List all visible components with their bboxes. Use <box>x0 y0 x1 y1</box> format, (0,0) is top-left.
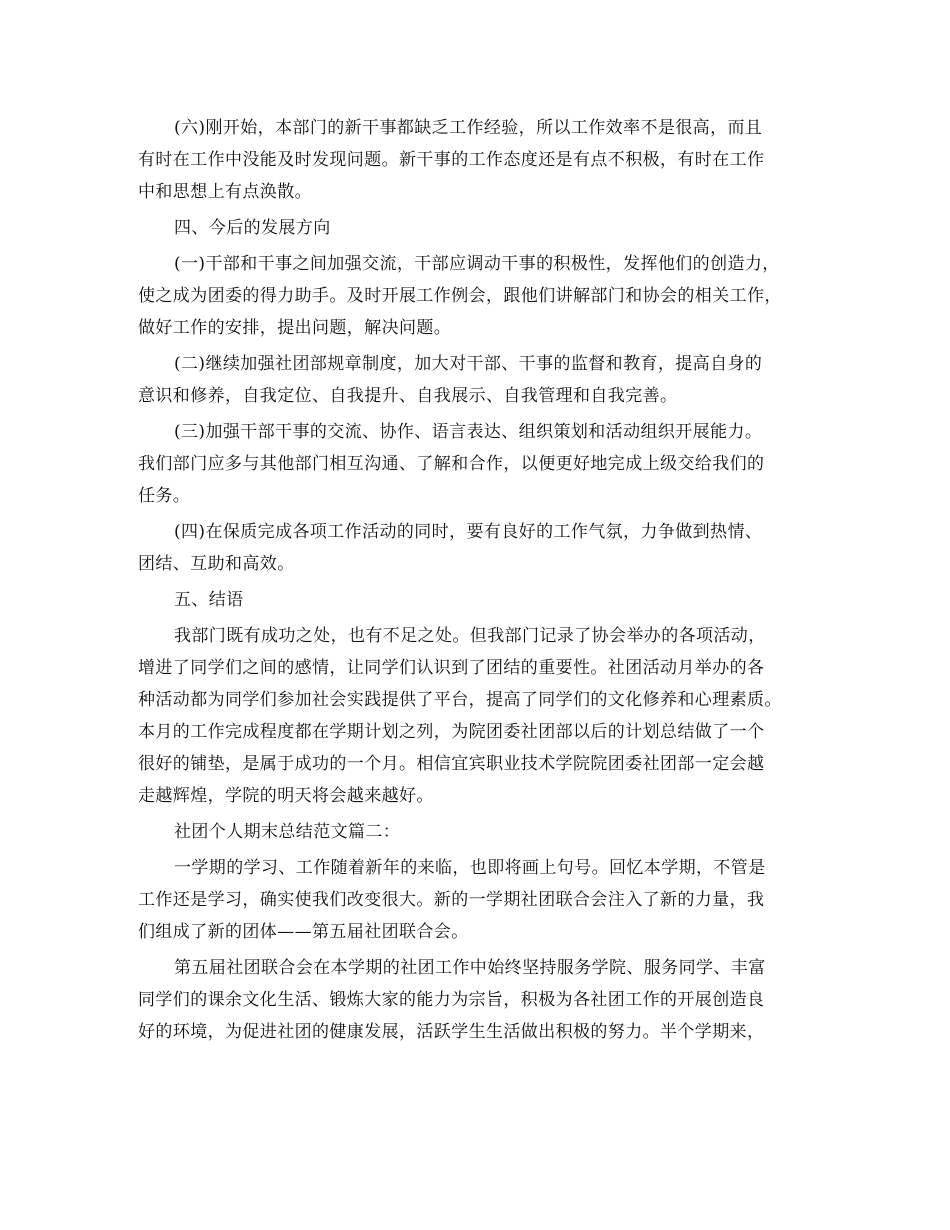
text-line: (四)在保质完成各项工作活动的同时，要有良好的工作气氛，力争做到热情、 <box>174 522 763 542</box>
text-line: 很好的铺垫，是属于成功的一个月。相信宜宾职业技术学院院团委社团部一定会越 <box>138 754 765 774</box>
text-line: (六)刚开始，本部门的新干事都缺乏工作经验，所以工作效率不是很高，而且 <box>174 118 763 138</box>
paragraph-item-1 <box>138 248 828 344</box>
heading-line: 社团个人期末总结范文篇二： <box>174 822 401 842</box>
text-line: 任务。 <box>138 486 191 506</box>
text-line: (二)继续加强社团部规章制度，加大对干部、干事的监督和教育，提高自身的 <box>174 354 763 374</box>
text-line: 工作还是学习，确实使我们改变很大。新的一学期社团联合会注入了新的力量，我 <box>138 890 765 910</box>
text-line: 有时在工作中没能及时发现问题。新干事的工作态度还是有点不积极，有时在工作 <box>138 150 765 170</box>
text-line: 使之成为团委的得力助手。及时开展工作例会，跟他们讲解部门和协会的相关工作， <box>138 286 782 306</box>
text-line: 种活动都为同学们参加社会实践提供了平台，提高了同学们的文化修养和心理素质。 <box>138 690 782 710</box>
text-line: 团结、互助和高效。 <box>138 554 295 574</box>
text-line: 我部门既有成功之处，也有不足之处。但我部门记录了协会举办的各项活动， <box>174 626 766 646</box>
paragraph-item-2 <box>138 348 828 412</box>
paragraph-item-4 <box>138 516 828 580</box>
text-line: 做好工作的安排，提出问题，解决问题。 <box>138 318 452 338</box>
text-line: 一学期的学习、工作随着新年的来临，也即将画上句号。回忆本学期，不管是 <box>174 858 766 878</box>
text-line: 们组成了新的团体——第五届社团联合会。 <box>138 922 469 942</box>
paragraph-item-3 <box>138 416 828 512</box>
text-line: 意识和修养，自我定位、自我提升、自我展示、自我管理和自我完善。 <box>138 386 678 406</box>
paragraph-conclusion <box>138 620 828 812</box>
text-line: 我们部门应多与其他部门相互沟通、了解和合作，以便更好地完成上级交给我们的 <box>138 454 765 474</box>
text-line: (一)干部和干事之间加强交流，干部应调动干事的积极性，发挥他们的创造力， <box>174 254 780 274</box>
text-line: 本月的工作完成程度都在学期计划之列，为院团委社团部以后的计划总结做了一个 <box>138 722 765 742</box>
paragraph-intro <box>138 852 828 948</box>
text-line: (三)加强干部干事的交流、协作、语言表达、组织策划和活动组织开展能力。 <box>174 422 763 442</box>
paragraph-6-body <box>138 112 828 208</box>
text-line: 中和思想上有点涣散。 <box>138 182 312 202</box>
text-line: 第五届社团联合会在本学期的社团工作中始终坚持服务学院、服务同学、丰富 <box>174 958 766 978</box>
text-line: 增进了同学们之间的感情，让同学们认识到了团结的重要性。社团活动月举办的各 <box>138 658 765 678</box>
text-line: 同学们的课余文化生活、锻炼大家的能力为宗旨，积极为各社团工作的开展创造良 <box>138 990 765 1010</box>
section-heading-part-two <box>138 816 828 848</box>
heading-line: 四、今后的发展方向 <box>174 218 331 238</box>
text-line: 走越辉煌，学院的明天将会越来越好。 <box>138 786 434 806</box>
section-heading-future <box>138 212 828 244</box>
text-line: 好的环境，为促进社团的健康发展，活跃学生生活做出积极的努力。半个学期来， <box>138 1022 765 1042</box>
heading-line: 五、结语 <box>174 590 244 610</box>
section-heading-conclusion <box>138 584 828 616</box>
paragraph-fifth-union <box>138 952 828 1048</box>
document-page <box>138 112 828 1048</box>
